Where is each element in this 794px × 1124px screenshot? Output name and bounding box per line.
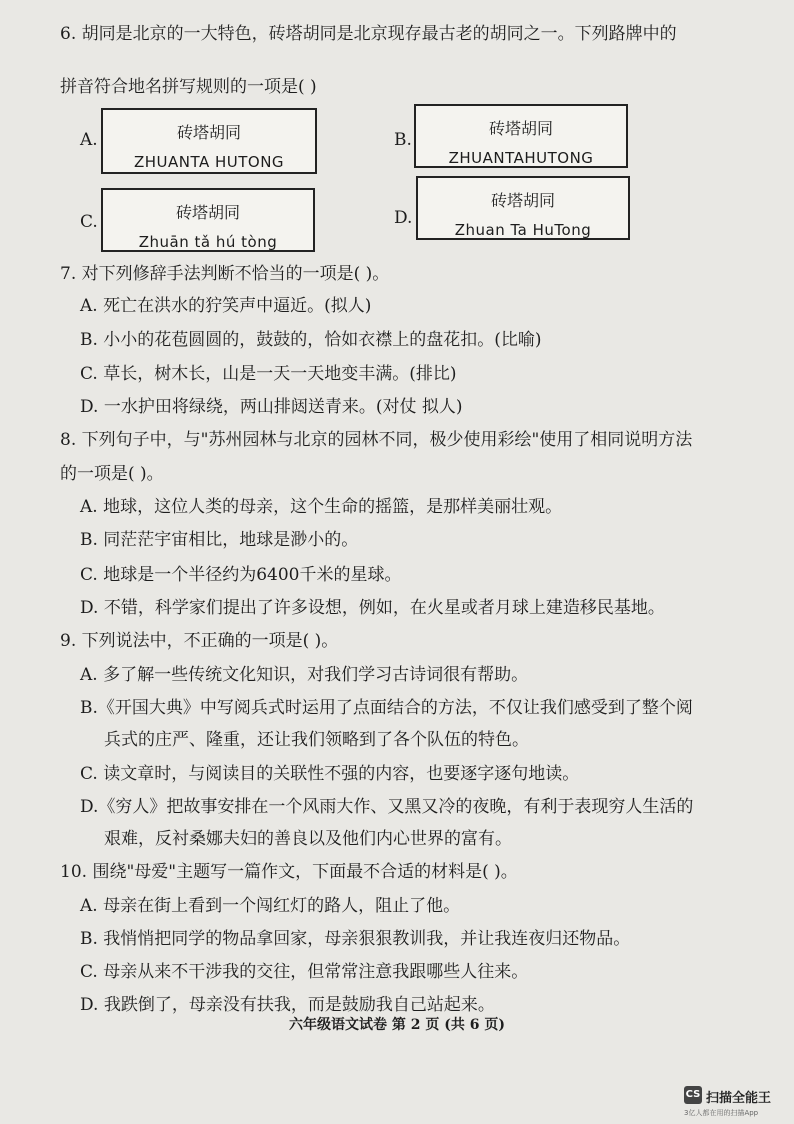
q7-stem: 7. 对下列修辞手法判断不恰当的一项是( )。 (60, 264, 390, 284)
q6-option-a-letter: A. (80, 130, 98, 150)
q8-stem-line1: 8. 下列句子中，与"苏州园林与北京的园林不同，极少使用彩绘"使用了相同说明方法 (60, 430, 693, 450)
q9-stem: 9. 下列说法中，不正确的一项是( )。 (60, 631, 339, 651)
sign-b-pinyin: ZHUANTAHUTONG (448, 149, 594, 167)
q6-option-c-letter: C. (80, 212, 98, 232)
q8-option-c: C. 地球是一个半径约为6400千米的星球。 (80, 565, 402, 585)
q8-stem-line2: 的一项是( )。 (60, 464, 164, 484)
q10-option-b: B. 我悄悄把同学的物品拿回家，母亲狠狠教训我，并让我连夜归还物品。 (80, 929, 631, 949)
q9-option-c: C. 读文章时，与阅读目的关联性不强的内容，也要逐字逐句地读。 (80, 764, 580, 784)
q9-option-d-line1: D.《穷人》把故事安排在一个风雨大作、又黑又冷的夜晚，有利于表现穷人生活的 (80, 797, 694, 817)
sign-d-pinyin: Zhuan Ta HuTong (454, 221, 592, 239)
camscanner-logo-icon: CS (684, 1086, 702, 1104)
sign-b-chinese: 砖塔胡同 (488, 119, 553, 138)
sign-a-pinyin: ZHUANTA HUTONG (133, 153, 285, 171)
q6-option-b-sign (414, 104, 628, 168)
page-footer: 六年级语文试卷 第 2 页 (共 6 页) (289, 1017, 505, 1033)
q6-option-c-sign (101, 188, 315, 252)
q10-option-a: A. 母亲在街上看到一个闯红灯的路人，阻止了他。 (80, 896, 461, 916)
q6-option-b-letter: B. (394, 130, 412, 150)
q8-option-b: B. 同茫茫宇宙相比，地球是渺小的。 (80, 530, 359, 550)
q9-option-b-line2: 兵式的庄严、隆重，还让我们领略到了各个队伍的特色。 (104, 730, 529, 750)
sign-a-chinese: 砖塔胡同 (176, 123, 241, 142)
q6-stem-line1: 6. 胡同是北京的一大特色，砖塔胡同是北京现存最古老的胡同之一。下列路牌中的 (60, 24, 677, 44)
q10-option-c: C. 母亲从来不干涉我的交往，但常常注意我跟哪些人往来。 (80, 962, 529, 982)
sign-d-chinese: 砖塔胡同 (490, 191, 555, 210)
q7-option-c: C. 草长，树木长，山是一天一天地变丰满。(排比) (80, 364, 457, 384)
q8-option-d: D. 不错，科学家们提出了许多设想，例如，在火星或者月球上建造移民基地。 (80, 598, 665, 618)
q9-option-d-line2: 艰难，反衬桑娜夫妇的善良以及他们内心世界的富有。 (104, 829, 512, 849)
scanner-brand-name: 扫描全能王 (706, 1091, 772, 1106)
q9-option-b-line1: B.《开国大典》中写阅兵式时运用了点面结合的方法，不仅让我们感受到了整个阅 (80, 698, 693, 718)
q7-option-d: D. 一水护田将绿绕，两山排闼送青来。(对仗 拟人) (80, 397, 463, 417)
q6-stem-line2: 拼音符合地名拼写规则的一项是( ) (60, 77, 317, 97)
q10-option-d: D. 我跌倒了，母亲没有扶我，而是鼓励我自己站起来。 (80, 995, 495, 1015)
q7-option-a: A. 死亡在洪水的狞笑声中逼近。(拟人) (80, 296, 372, 316)
q9-option-a: A. 多了解一些传统文化知识，对我们学习古诗词很有帮助。 (80, 665, 529, 685)
q6-option-d-letter: D. (394, 208, 413, 228)
sign-c-chinese: 砖塔胡同 (175, 203, 240, 222)
sign-c-pinyin: Zhuān tǎ hú tòng (138, 233, 278, 251)
scanner-tagline: 3亿人都在用的扫描App (684, 1109, 759, 1117)
q6-option-d-sign (416, 176, 630, 240)
q10-stem: 10. 围绕"母爱"主题写一篇作文，下面最不合适的材料是( )。 (60, 862, 518, 882)
q7-option-b: B. 小小的花苞圆圆的，鼓鼓的，恰如衣襟上的盘花扣。(比喻) (80, 330, 542, 350)
q6-option-a-sign (101, 108, 317, 174)
q8-option-a: A. 地球，这位人类的母亲，这个生命的摇篮，是那样美丽壮观。 (80, 497, 563, 517)
